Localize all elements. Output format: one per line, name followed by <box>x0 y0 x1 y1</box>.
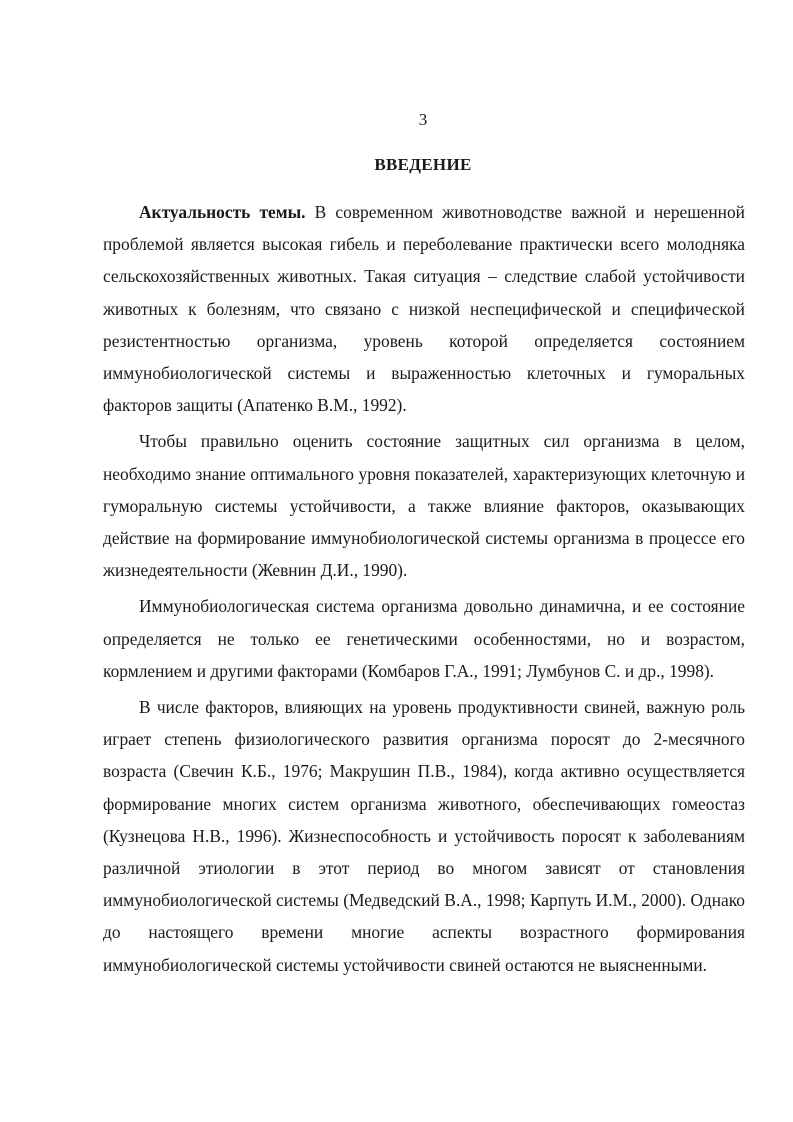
page-number: 3 <box>418 110 428 129</box>
paragraph-text: В современном животноводстве важной и нерешенной проблемой является высокая гибель и переболевание практически всего молодняка сельскохозяйственных животных. Такая ситуация – следствие слабой устойчивости животных к болезням, что связано с низкой неспецифической и специфической резистентностью организма, уровень которой определяется состоянием иммунобиологической системы и выраженностью клеточных и гуморальных факторов защиты (Апатенко В.М., 1992). <box>103 202 745 416</box>
paragraph: Иммунобиологическая система организма довольно динамична, и ее состояние определяется не только ее генетическими особенностями, но и возрастом, кормлением и другими факторами (Комбаров Г.А., 1991; Лумбунов С. и др., 1998). <box>103 596 745 681</box>
paragraph-relevance <box>103 196 745 421</box>
paragraph: Чтобы правильно оценить состояние защитных сил организма в целом, необходимо знание оптимального уровня показателей, характеризующих клеточную и гуморальную системы устойчивости, а также влияние факторов, оказывающих действие на формирование иммунобиологической системы организма в процессе его жизнедеятельности (Жевнин Д.И., 1990). <box>103 431 745 581</box>
relevance-lead-term: Актуальность темы. <box>139 202 306 222</box>
body-text <box>103 196 745 981</box>
section-heading: ВВЕДЕНИЕ <box>374 155 472 174</box>
paragraph: В числе факторов, влияющих на уровень продуктивности свиней, важную роль играет степень физиологического развития организма поросят до 2-месячного возраста (Свечин К.Б., 1976; Макрушин П.В., 1984), когда активно осуществляется формирование многих систем организма животного, обеспечивающих гомеостаз (Кузнецова Н.В., 1996). Жизнеспособность и устойчивость поросят к заболеваниям различной этиологии в этот период во многом зависят от становления иммунобиологической системы (Медведский В.А., 1998; Карпуть И.М., 2000). Однако до настоящего времени многие аспекты возрастного формирования иммунобиологической системы устойчивости свиней остаются не выясненными. <box>103 697 745 975</box>
